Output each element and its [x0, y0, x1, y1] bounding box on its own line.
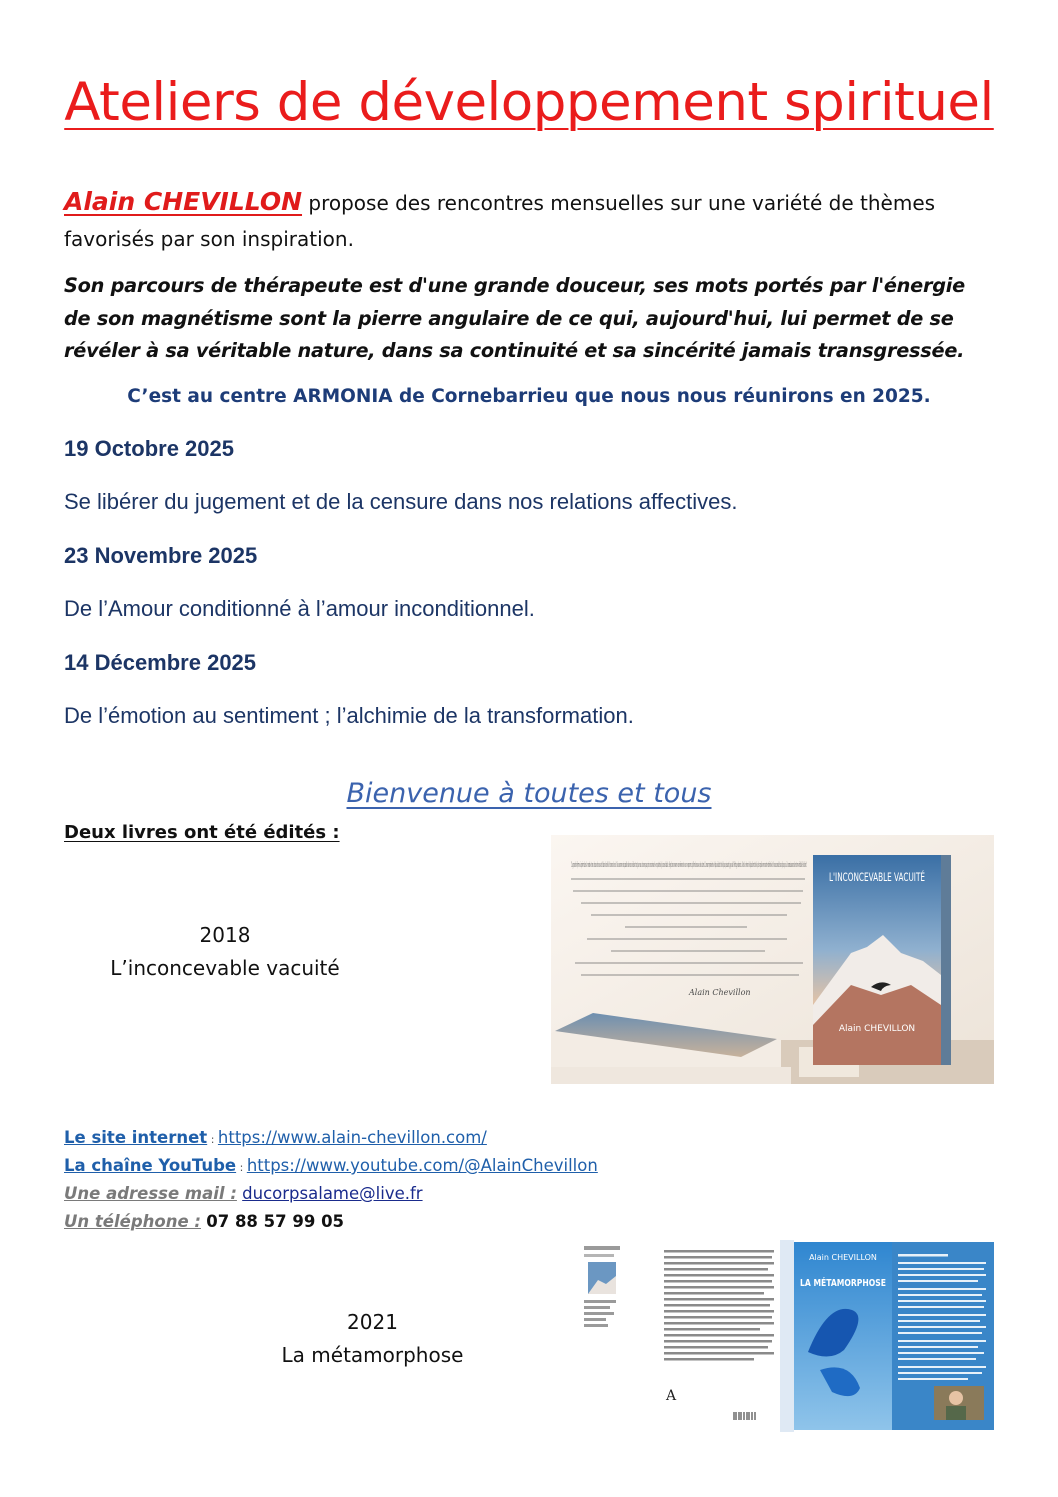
svg-text:A: A [666, 1388, 677, 1404]
session-topic: Se libérer du jugement et de la censure dans nos relations affectives. [64, 489, 738, 514]
session-date: 19 Octobre 2025 [64, 436, 234, 461]
cover-author: Alain CHEVILLON [838, 1024, 916, 1034]
book-caption-2021 [250, 1306, 495, 1372]
intro-text: propose des rencontres mensuelles sur une variété de thèmes favorisés par son inspiration. [64, 191, 936, 251]
contact-email [64, 1184, 423, 1203]
contact-phone [64, 1212, 344, 1231]
session-date: 14 Décembre 2025 [64, 650, 257, 675]
book-title: L’inconcevable vacuité [110, 956, 340, 980]
quote-author: Alain Chevillon [689, 988, 751, 997]
bio-paragraph: Son parcours de thérapeute est d'une grande douceur, ses mots portés par l'énergie de son magnétisme sont la pierre angulaire de ce qui, aujourd'hui, lui permet de se révéler à sa véritable nature, dans sa continuité et sa sincérité jamais transgressée. [64, 274, 965, 362]
book-photo-vacuite [551, 835, 994, 1084]
intro-paragraph [64, 184, 984, 257]
books-heading: Deux livres ont été édités : [64, 822, 340, 843]
cover-title: L'INCONCEVABLE VACUITÉ [829, 870, 981, 884]
quote-text: "La grande réforme à opérer dans le monde et en chacun de nous est d'abord celle de l'amour de soi. Nous sommes incapables de nous réaliser tant que nous n'avons pas pris conscience de ce potentiel qui nous habite. Soyez bons envers vous-mêmes et vous ne pourrez qu'être bons avec les autres. L'amour représente le plus éclatant et le plus puissant joyau de l'héritage humain. Il est le chemin le plus direct et le plus rapide vers notre entièreté et il nous conduit sans faux pas à la connaissance de notre véritable Soi divin." [571, 860, 807, 869]
contact-website: Le site internet : https://www.alain-chevillon.com/ [64, 1128, 487, 1147]
contact-youtube: La chaîne YouTube : https://www.youtube.com/@AlainChevillon [64, 1156, 598, 1175]
contact-label: Le site internet [64, 1128, 208, 1147]
contact-label: Un téléphone : [64, 1212, 201, 1231]
session-topic: De l’Amour conditionné à l’amour inconditionnel. [64, 596, 535, 621]
session-date: 23 Novembre 2025 [64, 543, 258, 568]
contact-label: La chaîne YouTube [64, 1156, 237, 1175]
youtube-link[interactable]: https://www.youtube.com/@AlainChevillon [246, 1156, 598, 1175]
book-title: La métamorphose [281, 1343, 464, 1367]
session-topic: De l’émotion au sentiment ; l’alchimie de la transformation. [64, 703, 634, 728]
book-year: 2018 [199, 923, 251, 947]
website-link[interactable]: https://www.alain-chevillon.com/ [217, 1128, 487, 1147]
book-year: 2021 [347, 1310, 398, 1334]
venue-line: C’est au centre ARMONIA de Cornebarrieu que nous nous réunirons en 2025. [127, 386, 931, 407]
email-link[interactable]: ducorpsalame@live.fr [242, 1184, 423, 1203]
page-title: Ateliers de développement spirituel [64, 72, 994, 133]
phone-number: 07 88 57 99 05 [206, 1212, 345, 1231]
book-caption-2018 [100, 919, 350, 985]
book-cover-metamorphose [584, 1240, 994, 1432]
cover-title: LA MÉTAMORPHOSE [800, 1278, 913, 1289]
contact-label: Une adresse mail : [64, 1184, 237, 1203]
author-name: Alain CHEVILLON [64, 187, 303, 216]
welcome-line: Bienvenue à toutes et tous [346, 778, 712, 809]
cover-author: Alain CHEVILLON [809, 1253, 877, 1262]
